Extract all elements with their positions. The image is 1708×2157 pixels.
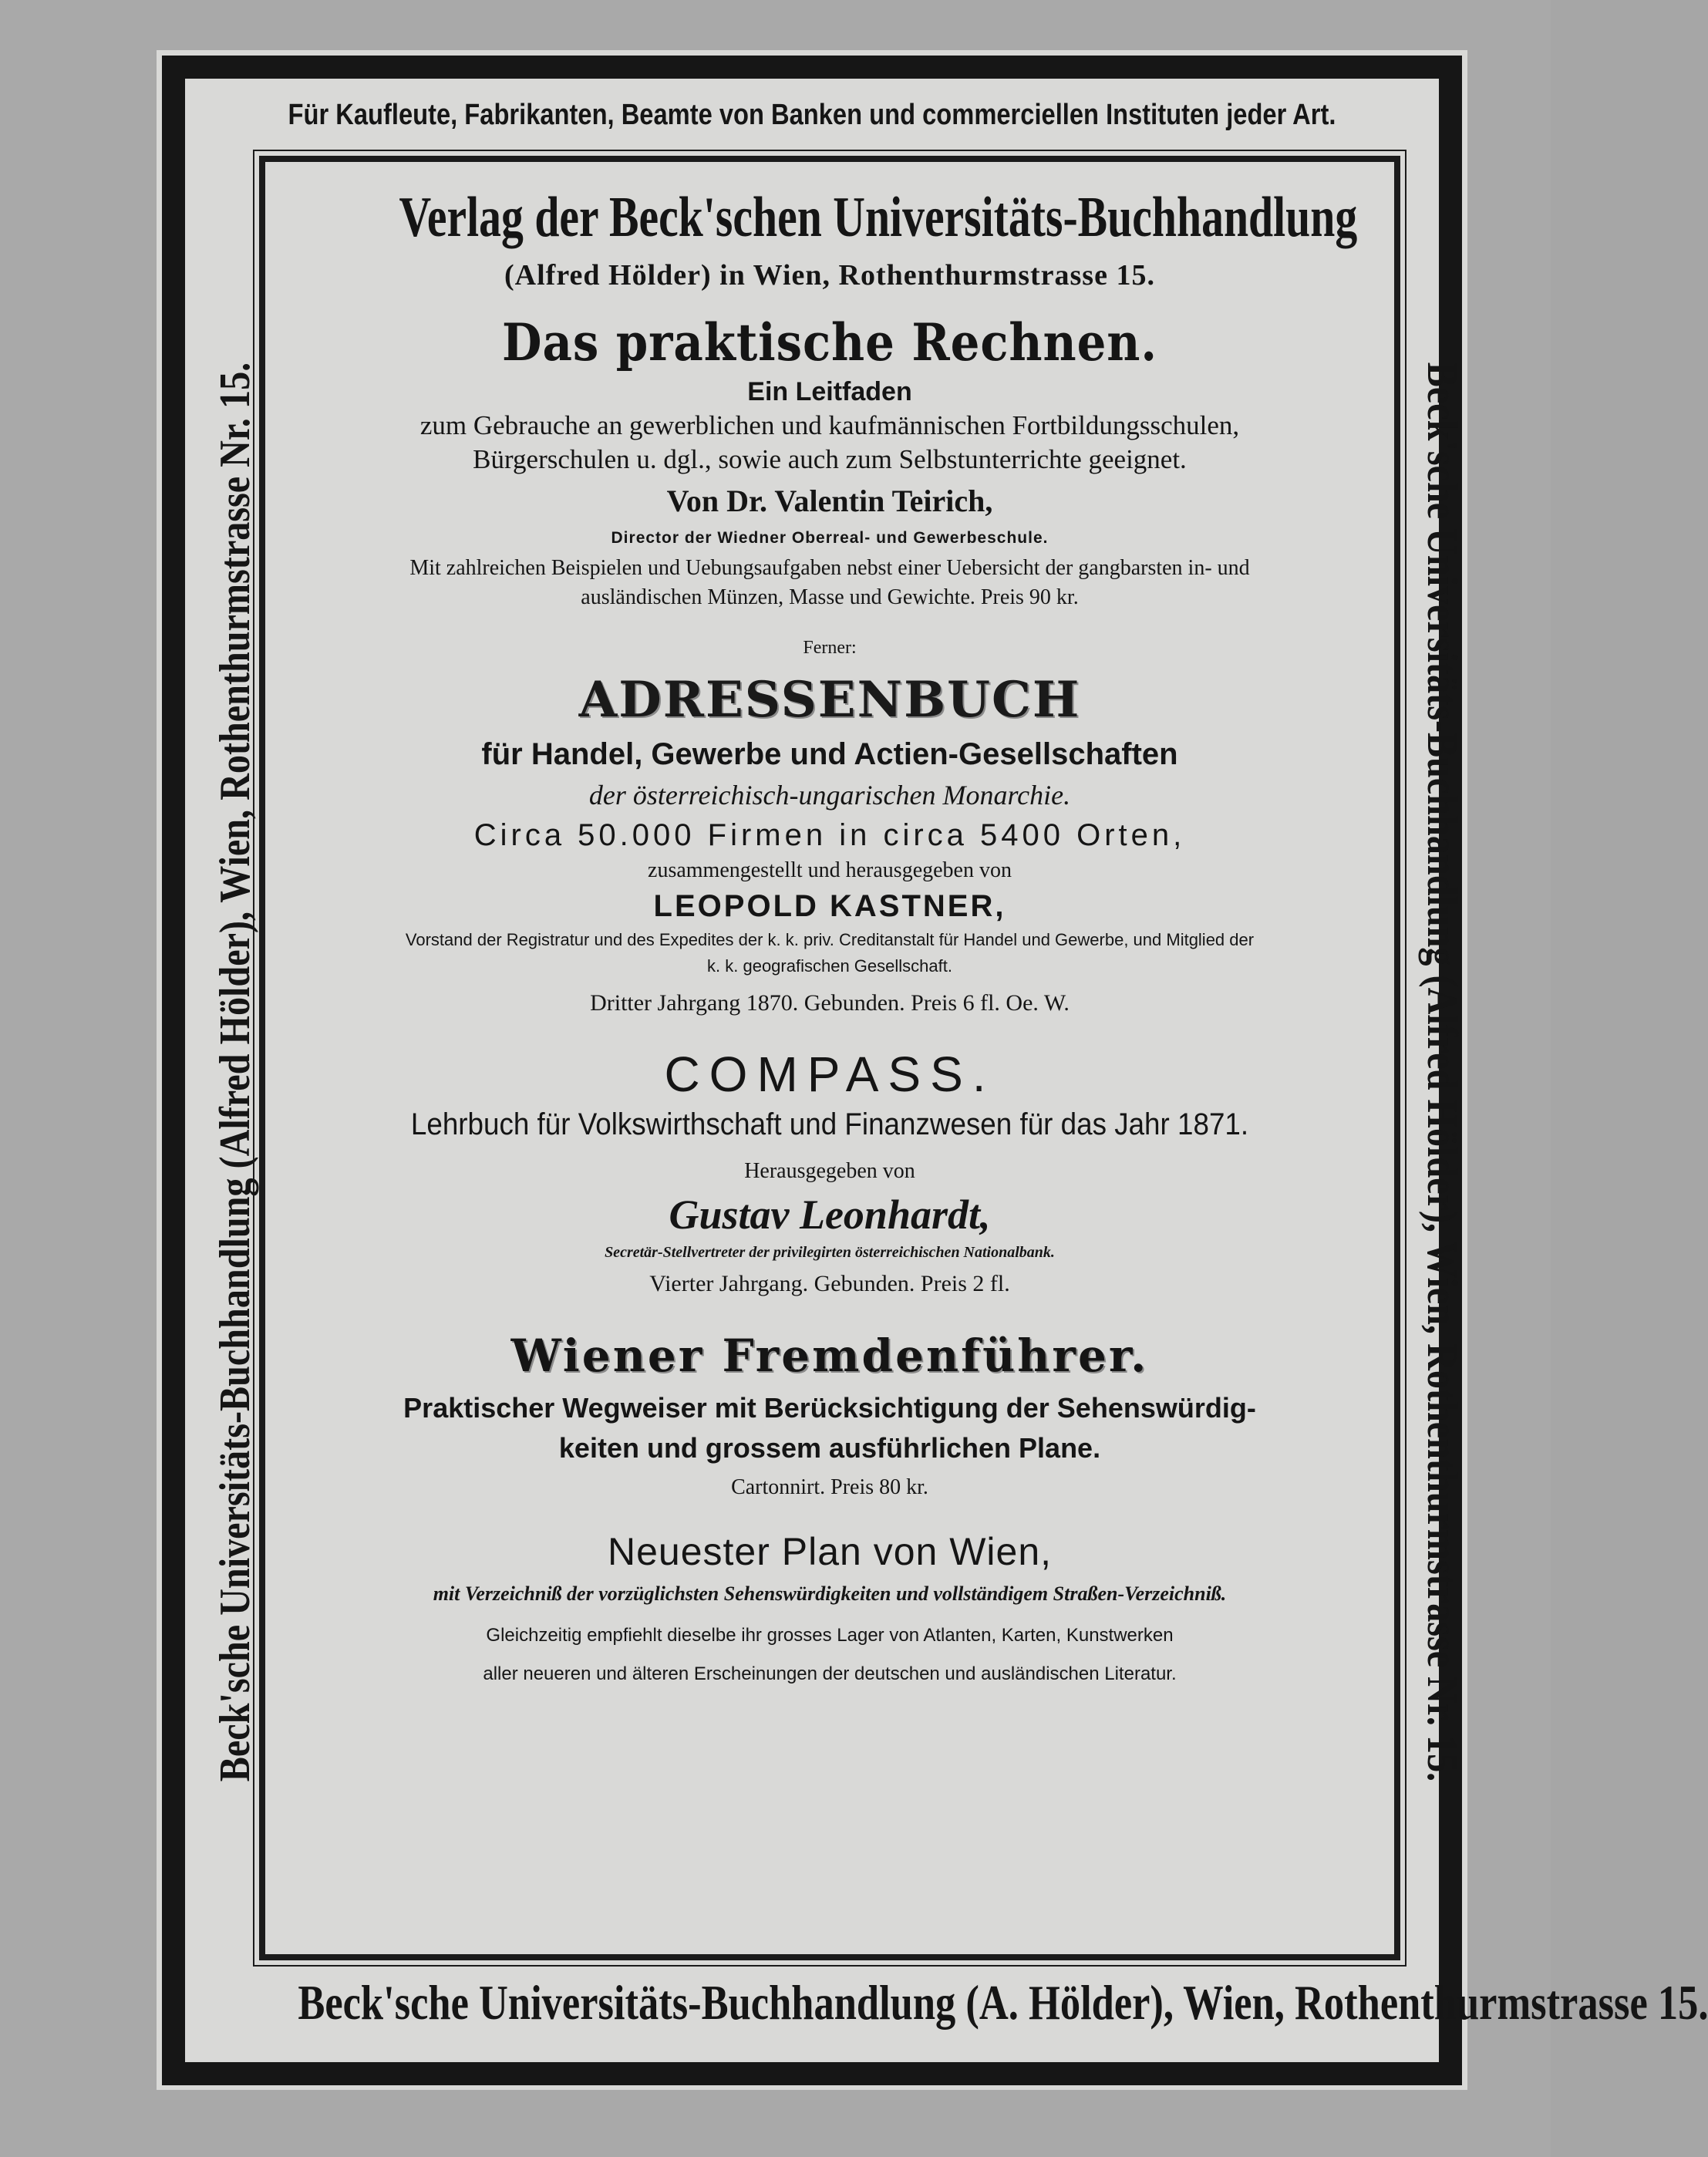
left-band-text: Beck'sche Universitäts-Buchhandlung (Alfred Hölder), Wien, Rothenthurmstrasse Nr. 15. [211, 362, 259, 1782]
adressenbuch-role-2: k. k. geografischen Gesellschaft. [707, 956, 952, 976]
fremdenfuehrer-section [278, 1323, 1382, 1507]
adressenbuch-editor: LEOPOLD KASTNER, [653, 889, 1006, 923]
footer-line-1: Gleichzeitig empfiehlt dieselbe ihr grosses Lager von Atlanten, Karten, Kunstwerken [486, 1625, 1174, 1646]
footer-line-2: aller neueren und älteren Erscheinungen der deutschen und ausländischen Literatur. [483, 1663, 1177, 1684]
rechnen-description-1: Mit zahlreichen Beispielen und Uebungsaufgaben nebst einer Uebersicht der gangbarsten in- und [409, 556, 1250, 580]
plan-title: Neuester Plan von Wien, [607, 1530, 1053, 1573]
fremdenfuehrer-line-1: Praktischer Wegweiser mit Berücksichtigung der Sehenswürdig- [403, 1392, 1256, 1424]
advertisement-content [278, 176, 1382, 1689]
compass-edition: Vierter Jahrgang. Gebunden. Preis 2 fl. [649, 1271, 1010, 1296]
adressenbuch-line-2: der österreichisch-ungarischen Monarchie. [588, 780, 1071, 811]
bottom-band-text: Beck'sche Universitäts-Buchhandlung (A. Hölder), Wien, Rothenthurmstrasse 15. [298, 1975, 1708, 2030]
compass-subtitle: Lehrbuch für Volkswirthschaft und Finanzwesen für das Jahr 1871. [410, 1107, 1249, 1141]
fremdenfuehrer-line-2: keiten und grossem ausführlichen Plane. [558, 1432, 1101, 1464]
publisher-heading: Verlag der Beck'schen Universitäts-Buchhandlung [399, 186, 1358, 249]
adressenbuch-section [278, 668, 1382, 1021]
plan-subtitle: mit Verzeichniß der vorzüglichsten Sehenswürdigkeiten und vollständigem Straßen-Verzeichniß. [433, 1582, 1227, 1605]
fremdenfuehrer-price: Cartonnirt. Preis 80 kr. [731, 1475, 928, 1499]
adressenbuch-line-3: Circa 50.000 Firmen in circa 5400 Orten, [473, 818, 1186, 852]
rechnen-line-2: Bürgerschulen u. dgl., sowie auch zum Selbstunterrichte geeignet. [473, 444, 1187, 474]
top-band-text: Für Kaufleute, Fabrikanten, Beamte von Banken und commerciellen Instituten jeder Art. [288, 99, 1336, 131]
adressenbuch-edition: Dritter Jahrgang 1870. Gebunden. Preis 6 fl. Oe. W. [590, 990, 1070, 1016]
rechnen-author-role: Director der Wiedner Oberreal- und Gewerbeschule. [611, 529, 1049, 547]
fremdenfuehrer-title: Wiener Fremdenführer. [510, 1330, 1149, 1382]
rechnen-description-2: ausländischen Münzen, Masse und Gewichte. Preis 90 kr. [581, 585, 1079, 609]
rechnen-author: Von Dr. Valentin Teirich, [666, 484, 993, 518]
right-band-text: Beck'sche Universitäts-Buchhandlung (Alfred Hölder), Wien, Rothenthurmstrasse Nr. 15. [1418, 362, 1466, 1782]
rechnen-section [278, 310, 1382, 612]
plan-section [278, 1527, 1382, 1612]
ferner-label: Ferner: [803, 638, 857, 658]
rechnen-title: Das praktische Rechnen. [502, 312, 1157, 372]
compass-editor-intro: Herausgegeben von [744, 1159, 915, 1183]
footer-section [278, 1621, 1382, 1689]
compass-section [278, 1044, 1382, 1302]
adressenbuch-line-1: für Handel, Gewerbe und Actien-Gesellschaften [481, 737, 1178, 771]
compass-title: COMPASS. [664, 1046, 995, 1102]
rechnen-subtitle: Ein Leitfaden [747, 377, 912, 406]
compass-editor: Gustav Leonhardt, [669, 1191, 991, 1238]
adressenbuch-role-1: Vorstand der Registratur und des Expedites der k. k. priv. Creditanstalt für Handel und Gewerbe, und Mitglied der [405, 930, 1255, 949]
publisher-address: (Alfred Hölder) in Wien, Rothenthurmstrasse 15. [504, 259, 1155, 292]
compass-editor-role: Secretär-Stellvertreter der privilegirten österreichischen Nationalbank. [605, 1244, 1055, 1261]
rechnen-line-1: zum Gebrauche an gewerblichen und kaufmännischen Fortbildungsschulen, [419, 410, 1240, 440]
adressenbuch-title: ADRESSENBUCH [578, 671, 1081, 729]
adressenbuch-line-4: zusammengestellt und herausgegeben von [648, 858, 1012, 882]
